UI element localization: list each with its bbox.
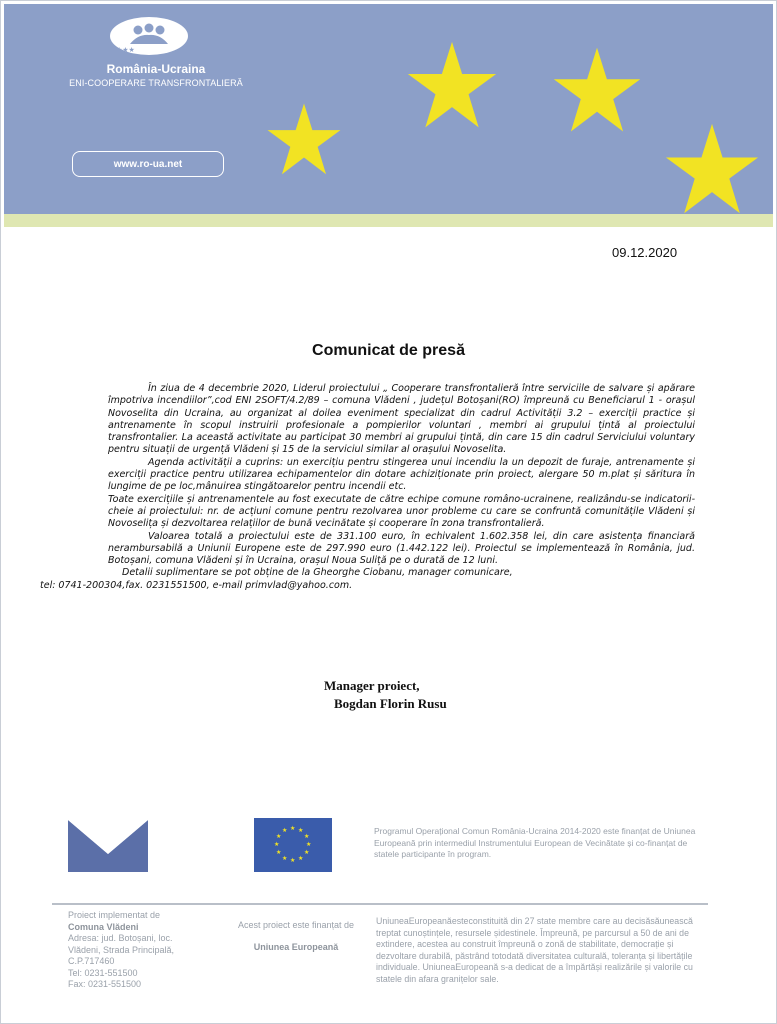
svg-text:★: ★: [298, 828, 304, 834]
header-banner: [4, 4, 773, 214]
star-icon: [664, 122, 760, 214]
star-icon: [406, 40, 498, 132]
svg-text:★: ★: [298, 856, 304, 862]
press-release-body: [40, 383, 695, 592]
contact-line: tel: 0741-200304,fax. 0231551500, e-mail primvlad@yahoo.com.: [40, 579, 353, 591]
page-title: Comunicat de presă: [312, 342, 465, 359]
implementer-address: Adresa: jud. Botoșani, loc. Vlădeni, Strada Principală, C.P.717460: [68, 933, 175, 966]
svg-text:★: ★: [282, 828, 288, 834]
signature-block: [324, 677, 447, 713]
commune-logo-icon: [68, 820, 148, 872]
star-icon: [552, 46, 642, 136]
program-logo-icon: [108, 14, 190, 58]
svg-text:★: ★: [304, 834, 310, 840]
financed-label: Acest proiect este finanțat de: [237, 920, 355, 930]
svg-text:★: ★: [274, 842, 280, 848]
implementer-tel: Tel: 0231-551500: [68, 967, 138, 978]
paragraph: În ziua de 4 decembrie 2020, Liderul proiectului „ Cooperare transfrontalieră între serviciile de salvare și apărare împotriva incendiilor”,cod ENI 2SOFT/4.2/89 – comuna Vlădeni , județul Botoșani(RO) împreună cu Beneficiarul 1 - orașul Novoselita din Ucraina, au organizat al doilea eveniment specializat din cadrul Activității 3.2 – exerciții practice și antrenamente în scopul instruirii profesionale a pompierilor voluntari , membri ai grupului țintă al proiectului transfrontalier. La această activitate au participat 30 membri ai grupului țintă, din care 15 din cadrul Serviciului voluntary pentru situații de urgență Vlădeni și 15 de la serviciul similar al orașului Novoselita.: [108, 383, 695, 456]
implementer-block: [68, 910, 178, 991]
paragraph: Valoarea totală a proiectului este de 331.100 euro, în echivalent 1.602.358 lei, din care asistența financiară nerambursabilă a Uniunii Europene este de 297.990 euro (1.442.122 lei). Proiectul se implementează în România, jud. Botoșani, comuna Vlădeni și în Ucraina, orașul Noua Suliță pe o durată de 12 luni.: [108, 530, 695, 567]
svg-text:★: ★: [290, 826, 296, 832]
signature-name: Bogdan Florin Rusu: [334, 696, 447, 711]
financer-name: Uniunea Europeană: [253, 941, 339, 952]
financing-block: [226, 920, 366, 953]
implemented-label: Proiect implementat de: [68, 910, 161, 920]
org-subtitle: ENI-COOPERARE TRANSFRONTALIERĂ: [69, 78, 243, 88]
paragraph: Detalii suplimentare se pot obține de la Gheorghe Ciobanu, manager comunicare,: [122, 567, 513, 579]
svg-text:★: ★: [306, 842, 312, 848]
website-link[interactable]: www.ro-ua.net: [72, 151, 224, 177]
implementer-name: Comuna Vlădeni: [68, 921, 139, 932]
eu-flag-icon: [254, 818, 332, 872]
document-date: 09.12.2020: [612, 245, 678, 260]
paragraph: Toate exercițiile și antrenamentele au fost executate de către echipe comune româno-ucrainene, realizându-se indicatorii- cheie ai proiectului: nr. de acțiuni comune pentru rezolvarea unor probleme cu care se confruntă comunitățile Vlădeni și Novoselița și dezvoltarea relațiilor de bună vecinătate și cooperare în zona transfrontalieră.: [108, 493, 695, 530]
paragraph: Agenda activității a cuprins: un exercițiu pentru stingerea unui incendiu la un depozit de furaje, antrenamente și exerciții practice pentru utilizarea echipamentelor din dotare achiziționate prin proiect, alergare 50 m.plat și săritura în lungime de pe loc,mânuirea stingătoarelor pentru incendii etc.: [108, 456, 695, 493]
svg-text:★: ★: [290, 858, 296, 864]
svg-text:★: ★: [304, 850, 310, 856]
implementer-fax: Fax: 0231-551500: [68, 979, 142, 989]
signature-role: Manager proiect,: [324, 678, 420, 693]
eu-info-text: UniuneaEuropeanăesteconstituită din 27 state membre care au decisăsăunească treptat cunoștințele, resursele șidestinele. Împreună, pe parcursul a 50 de ani de extindere, acestea au construit împreună o zonă de stabilitate, democrație și dezvoltare durabilă, păstrând totodată diversitatea culturală, toleranța și libertățile individuale. UniuneaEuropeană s-a dedicat de a împărtăși realizările și valorile cu statele din afara granițelor sale.: [376, 916, 693, 984]
svg-text:★: ★: [282, 856, 288, 862]
header-stripe: [4, 214, 773, 227]
svg-text:★: ★: [276, 850, 282, 856]
svg-text:★★★: ★★★: [116, 47, 135, 54]
org-name: România-Ucraina: [106, 62, 206, 76]
footer-divider: [52, 903, 708, 905]
svg-text:★: ★: [276, 834, 282, 840]
programme-statement: Programul Operațional Comun România-Ucraina 2014-2020 este finanțat de Uniunea Europeană prin intermediul Instrumentului European de Vecinătate și co-finanțat de statele participante în program.: [374, 826, 696, 859]
star-icon: [266, 102, 342, 178]
